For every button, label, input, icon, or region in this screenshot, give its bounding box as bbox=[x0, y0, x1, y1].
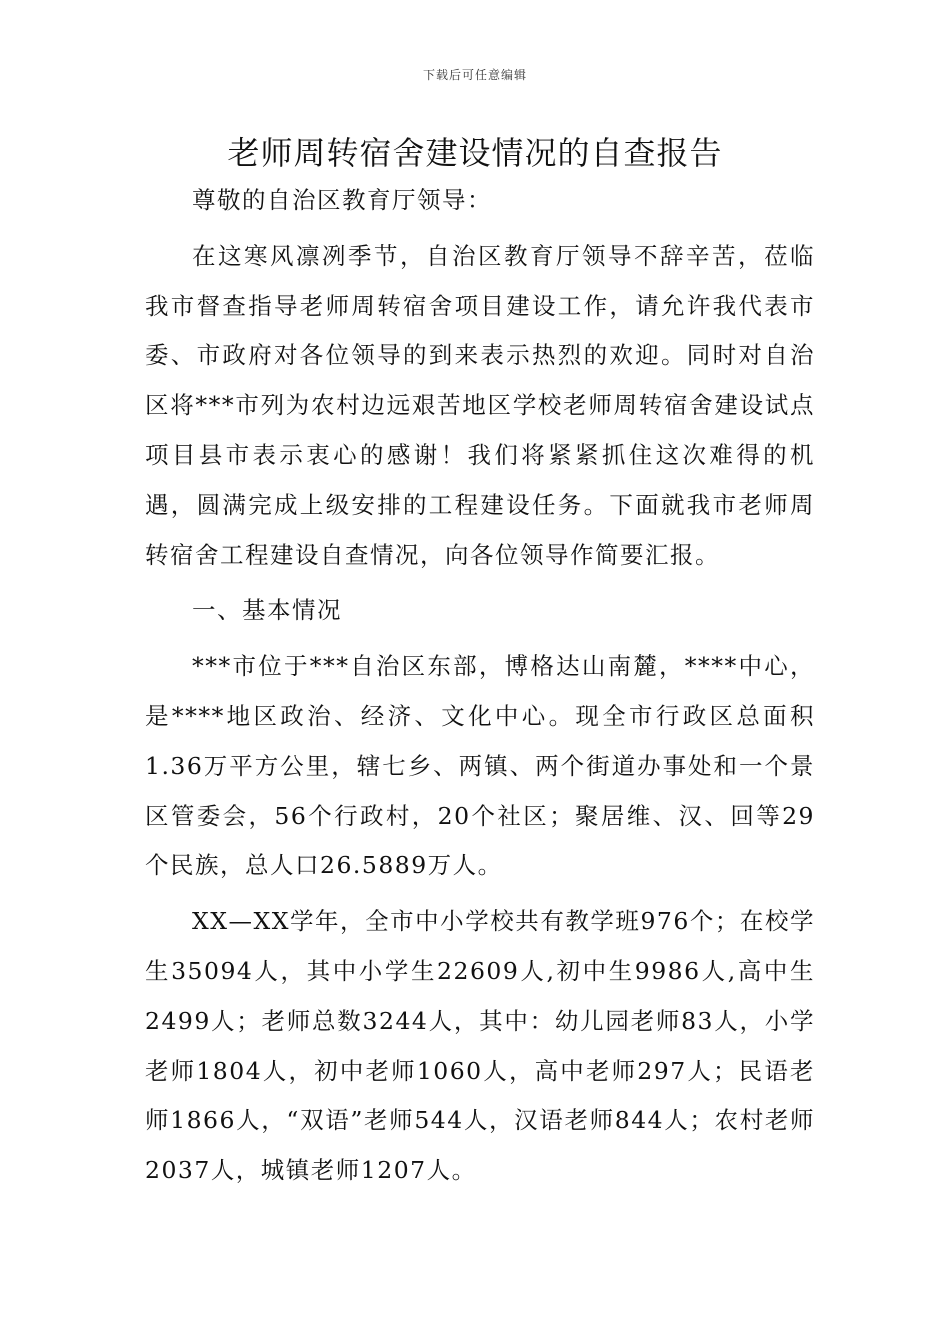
document-body bbox=[145, 176, 815, 1196]
intro-paragraph: 在这寒风凛冽季节，自治区教育厅领导不辞辛苦，莅临我市督查指导老师周转宿舍项目建设工作，请允许我代表市委、市政府对各位领导的到来表示热烈的欢迎。同时对自治区将***市列为农村边远艰苦地区学校老师周转宿舍建设试点项目县市表示衷心的感谢！我们将紧紧抓住这次难得的机遇，圆满完成上级安排的工程建设任务。下面就我市老师周转宿舍工程建设自查情况，向各位领导作简要汇报。 bbox=[145, 241, 815, 569]
document-title: 老师周转宿舍建设情况的自查报告 bbox=[227, 134, 723, 172]
header-note: 下载后可任意编辑 bbox=[422, 68, 527, 82]
salutation: 尊敬的自治区教育厅领导： bbox=[192, 186, 492, 214]
basic-info-paragraph: ***市位于***自治区东部，博格达山南麓，****中心，是****地区政治、经济、文化中心。现全市行政区总面积1.36万平方公里，辖七乡、两镇、两个街道办事处和一个景区管委会，56个行政村，20个社区；聚居维、汉、回等29个民族，总人口26.5889万人。 bbox=[145, 652, 815, 880]
section-heading-basic: 一、基本情况 bbox=[192, 596, 342, 625]
education-stats-paragraph: XX—XX学年，全市中小学校共有教学班976个；在校学生35094人，其中小学生22609人,初中生9986人,高中生2499人；老师总数3244人，其中：幼儿园老师83人，小学老师1804人，初中老师1060人，高中老师297人；民语老师1866人，“双语”老师544人，汉语老师844人；农村老师2037人，城镇老师1207人。 bbox=[145, 907, 815, 1185]
